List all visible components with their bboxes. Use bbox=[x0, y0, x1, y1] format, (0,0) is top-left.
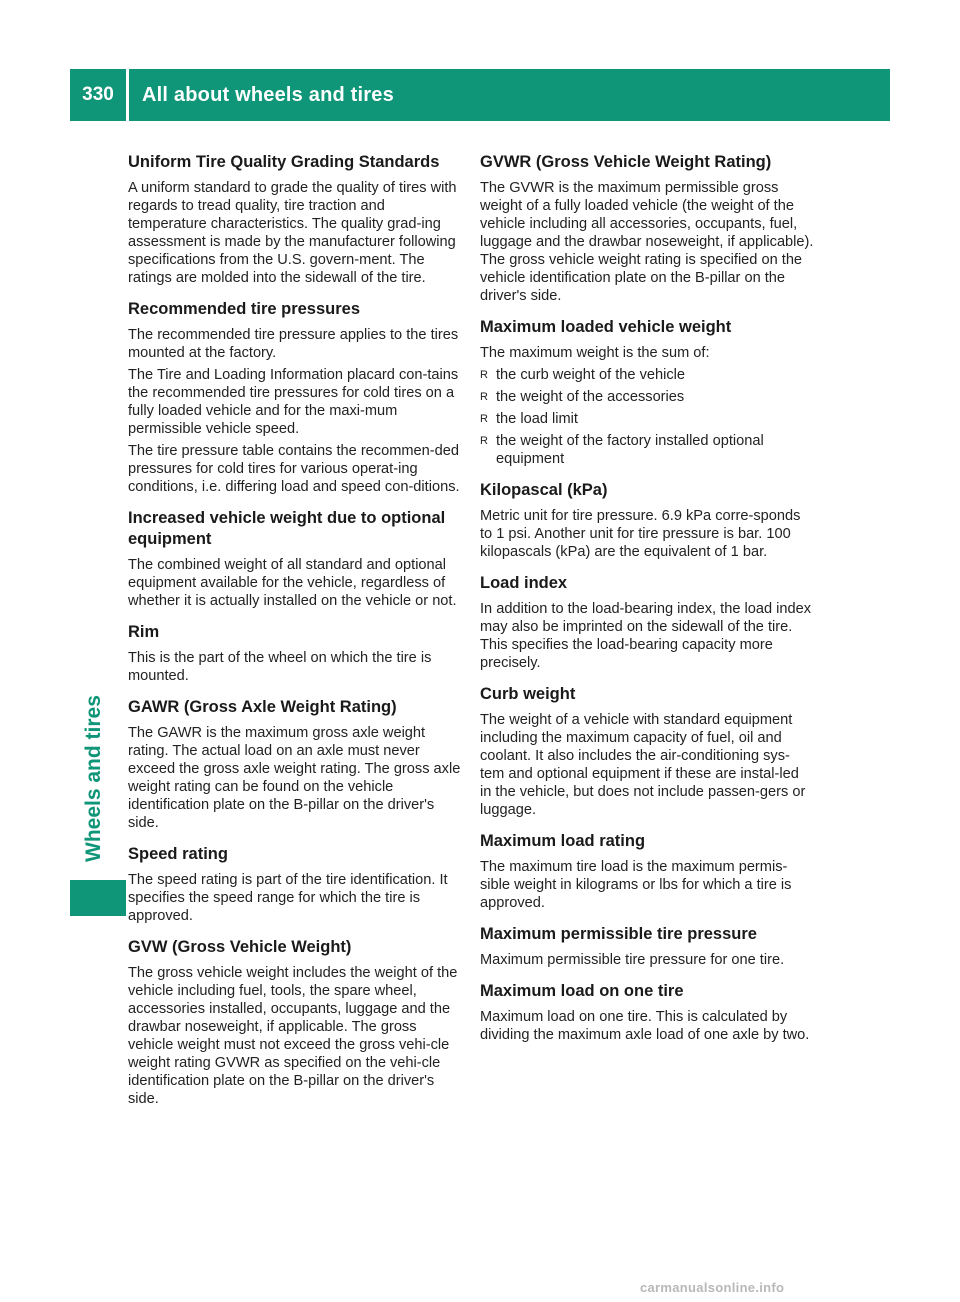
list-item bbox=[480, 432, 814, 468]
section-heading: Kilopascal (kPa) bbox=[480, 481, 608, 499]
bullet-marker-icon: R bbox=[480, 413, 488, 425]
section-paragraph: The gross vehicle weight includes the weight of the vehicle including fuel, tools, the spare wheel, accessories installed, occupants, luggage and the drawbar noseweight, if applicable. The gross vehicle weight must not exceed the gross vehi-cle weight rating GVWR as specified on the vehi-cle identification plate on the B-pillar on the driver's side. bbox=[128, 965, 458, 1107]
section-heading: Maximum load rating bbox=[480, 832, 646, 850]
page-header bbox=[70, 69, 890, 121]
bullet-marker-icon: R bbox=[480, 391, 488, 403]
section-rim bbox=[128, 622, 462, 685]
section-paragraph: The tire pressure table contains the recommen-ded pressures for cold tires for various operat-ing conditions, i.e. differing load and speed con-ditions. bbox=[128, 443, 460, 495]
left-column bbox=[128, 152, 462, 1120]
section-heading: GVW (Gross Vehicle Weight) bbox=[128, 938, 352, 956]
section-paragraph: The recommended tire pressure applies to the tires mounted at the factory. bbox=[128, 327, 459, 361]
section-utqgs bbox=[128, 152, 462, 287]
section-kilopascal bbox=[480, 480, 814, 561]
section-heading: Rim bbox=[128, 623, 160, 641]
list-item bbox=[480, 388, 814, 406]
section-increased-weight bbox=[128, 508, 462, 610]
page-number: 330 bbox=[82, 84, 114, 105]
section-heading: Recommended tire pressures bbox=[128, 300, 361, 318]
section-gvw bbox=[128, 937, 462, 1108]
section-heading: Maximum permissible tire pressure bbox=[480, 925, 757, 943]
section-max-load-rating bbox=[480, 831, 814, 912]
section-heading: Maximum loaded vehicle weight bbox=[480, 318, 732, 336]
section-heading: Speed rating bbox=[128, 845, 228, 863]
bullet-marker-icon: R bbox=[480, 435, 488, 447]
section-paragraph: The maximum weight is the sum of: bbox=[480, 345, 710, 361]
section-heading: GAWR (Gross Axle Weight Rating) bbox=[128, 698, 397, 716]
section-paragraph: This is the part of the wheel on which the tire is mounted. bbox=[128, 650, 432, 684]
section-max-loaded-weight bbox=[480, 317, 814, 468]
section-heading: Increased vehicle weight due to optional equipment bbox=[128, 509, 446, 548]
watermark: carmanualsonline.info bbox=[640, 1280, 785, 1295]
section-title: All about wheels and tires bbox=[142, 83, 394, 106]
section-paragraph: Maximum load on one tire. This is calculated by dividing the maximum axle load of one axle by two. bbox=[480, 1009, 810, 1043]
section-paragraph: The Tire and Loading Information placard con-tains the recommended tire pressures for cold tires on a fully loaded vehicle and for the maxi-mum permissible vehicle speed. bbox=[128, 367, 459, 437]
section-paragraph: Maximum permissible tire pressure for one tire. bbox=[480, 952, 785, 968]
section-speed-rating bbox=[128, 844, 462, 925]
list-item-text: the load limit bbox=[496, 411, 578, 427]
section-paragraph: The weight of a vehicle with standard equipment including the maximum capacity of fuel, oil and coolant. It also includes the air-conditioning sys-tem and optional equipment if these are instal-led in the vehicle, but does not include passen-gers or luggage. bbox=[480, 712, 806, 818]
section-heading: Curb weight bbox=[480, 685, 576, 703]
section-paragraph: The GAWR is the maximum gross axle weight rating. The actual load on an axle must never exceed the gross axle weight rating. The gross axle weight rating can be found on the vehicle identification plate on the B-pillar on the driver's side. bbox=[128, 725, 461, 831]
section-paragraph: The speed rating is part of the tire identification. It specifies the speed range for which the tire is approved. bbox=[128, 872, 448, 924]
list-item bbox=[480, 366, 814, 384]
right-column bbox=[480, 152, 814, 1056]
bullet-marker-icon: R bbox=[480, 369, 488, 381]
section-gvwr bbox=[480, 152, 814, 305]
list-item-text: the weight of the accessories bbox=[496, 389, 685, 405]
section-paragraph: The combined weight of all standard and optional equipment available for the vehicle, regardless of whether it is actually installed on the vehicle or not. bbox=[128, 557, 457, 609]
side-tab-label: Wheels and tires bbox=[82, 695, 105, 862]
section-curb-weight bbox=[480, 684, 814, 819]
list-item bbox=[480, 410, 814, 428]
section-paragraph: Metric unit for tire pressure. 6.9 kPa corre-sponds to 1 psi. Another unit for tire pressure is bar. 100 kilopascals (kPa) are the equivalent of 1 bar. bbox=[480, 508, 801, 560]
section-load-index bbox=[480, 573, 814, 672]
section-heading: GVWR (Gross Vehicle Weight Rating) bbox=[480, 153, 772, 171]
list-item-text: the weight of the factory installed optional equipment bbox=[496, 433, 764, 467]
section-max-tire-pressure bbox=[480, 924, 814, 969]
section-heading: Load index bbox=[480, 574, 568, 592]
section-paragraph: The maximum tire load is the maximum permis-sible weight in kilograms or lbs for which a tire is approved. bbox=[480, 859, 792, 911]
list-item-text: the curb weight of the vehicle bbox=[496, 367, 686, 383]
section-max-load-one-tire bbox=[480, 981, 814, 1044]
section-recommended-pressures bbox=[128, 299, 462, 496]
section-paragraph: The GVWR is the maximum permissible gross weight of a fully loaded vehicle (the weight of the vehicle including all accessories, occupants, fuel, luggage and the drawbar noseweight, if applicable). The gross vehicle weight rating is specified on the vehicle identification plate on the B-pillar on the driver's side. bbox=[480, 180, 814, 304]
header-divider bbox=[126, 69, 129, 121]
section-paragraph: In addition to the load-bearing index, the load index may also be imprinted on the sidewall of the tire. This specifies the load-bearing capacity more precisely. bbox=[480, 601, 812, 671]
section-paragraph: A uniform standard to grade the quality of tires with regards to tread quality, tire traction and temperature characteristics. The quality grad-ing assessment is made by the manufacturer following specifications from the U.S. govern-ment. The ratings are molded into the sidewall of the tire. bbox=[128, 180, 457, 286]
section-heading: Uniform Tire Quality Grading Standards bbox=[128, 153, 440, 171]
bullet-list bbox=[480, 366, 814, 468]
section-gawr bbox=[128, 697, 462, 832]
section-heading: Maximum load on one tire bbox=[480, 982, 684, 1000]
side-tab-marker bbox=[70, 880, 126, 916]
